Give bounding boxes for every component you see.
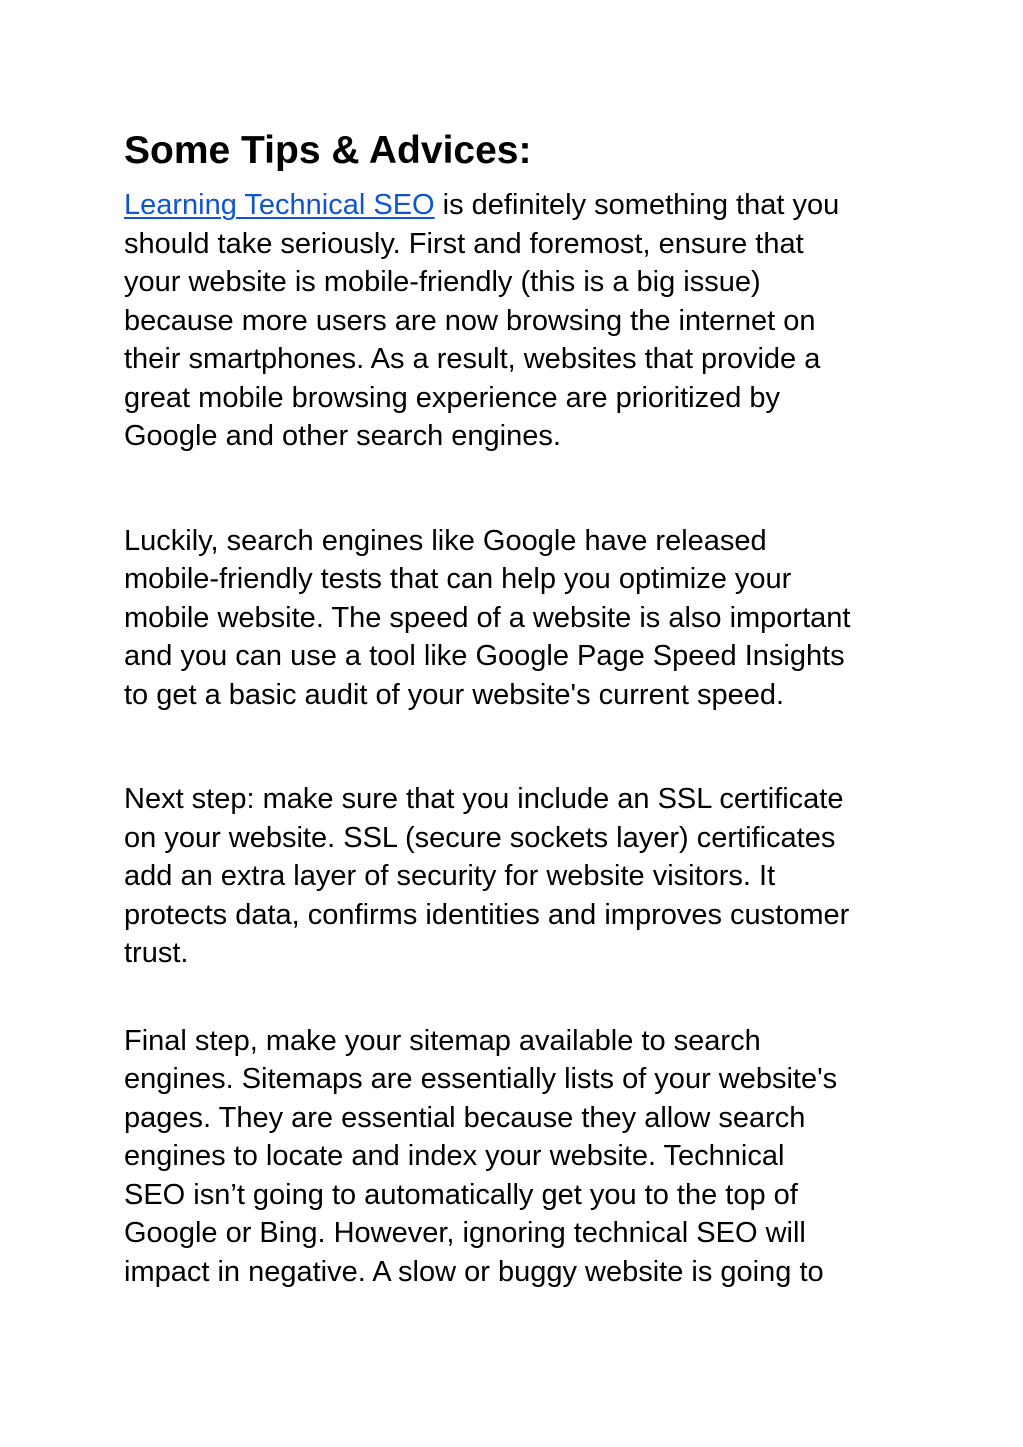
paragraph-mobile-friendly-text: is definitely something that you should take seriously. First and foremost, ensure that your website is mobile-friendly (this is a big issue) because more users are now browsing the internet on their smartphones. As a result, websites that provide a great mobile browsing experience are prioritized by Google and other search engines. bbox=[124, 189, 840, 452]
document-content bbox=[124, 128, 924, 1291]
paragraph-sitemap: Final step, make your sitemap available to search engines. Sitemaps are essentially lists of your website's pages. They are essential because they allow search engines to locate and index your website. Technical SEO isn’t going to automatically get you to the top of Google or Bing. However, ignoring technical SEO will impact in negative. A slow or buggy website is going to bbox=[124, 1024, 838, 1288]
paragraph-ssl-certificate: Next step: make sure that you include an SSL certificate on your website. SSL (secure sockets layer) certificates add an extra layer of security for website visitors. It protects data, confirms identities and improves customer trust. bbox=[124, 783, 850, 969]
learning-technical-seo-link[interactable]: Learning Technical SEO bbox=[124, 189, 435, 221]
paragraph-mobile-friendly bbox=[124, 186, 924, 456]
section-heading: Some Tips & Advices: bbox=[124, 129, 532, 172]
paragraph-page-speed: Luckily, search engines like Google have released mobile-friendly tests that can help you optimize your mobile website. The speed of a website is also important and you can use a tool like Google Page Speed Insights to get a basic audit of your website's current speed. bbox=[124, 524, 851, 711]
